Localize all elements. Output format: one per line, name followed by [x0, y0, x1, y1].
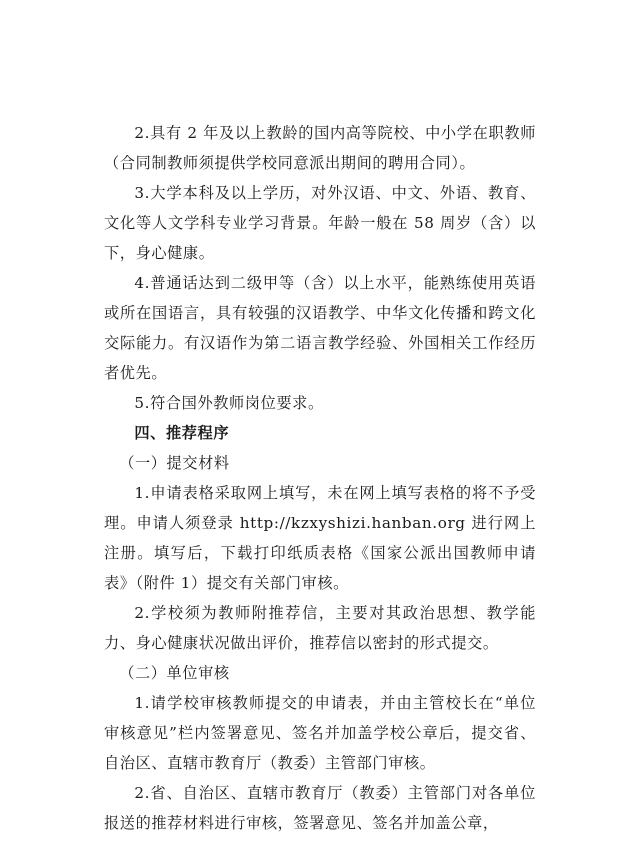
submit-step-2: 2.学校须为教师附推荐信，主要对其政治思想、教学能力、身心健康状况做出评价，推荐信以密封的形式提交。: [104, 604, 536, 652]
requirement-2: 2.具有 2 年及以上教龄的国内高等院校、中小学在职教师（合同制教师须提供学校同意派出期间的聘用合同）。: [104, 124, 536, 172]
submit-step-1: 1.申请表格采取网上填写，未在网上填写表格的将不予受理。申请人须登录 http://kzxyshizi.hanban.org 进行网上注册。填写后，下载打印纸质表格《国家公派出国教师申请表》（附件 1）提交有关部门审核。: [104, 484, 536, 592]
requirement-3: 3.大学本科及以上学历，对外汉语、中文、外语、教育、文化等人文学科专业学习背景。年龄一般在 58 周岁（含）以下，身心健康。: [104, 184, 536, 262]
review-step-1: 1.请学校审核教师提交的申请表，并由主管校长在“单位审核意见”栏内签署意见、签名并加盖学校公章后，提交省、自治区、直辖市教育厅（教委）主管部门审核。: [104, 694, 536, 772]
section-heading-procedure: 四、推荐程序: [134, 424, 230, 442]
subheading-submit-materials: （一）提交材料: [119, 454, 230, 472]
document-body: [104, 118, 536, 838]
review-step-2: 2.省、自治区、直辖市教育厅（教委）主管部门对各单位报送的推荐材料进行审核，签署意见、签名并加盖公章，: [104, 784, 536, 832]
subheading-unit-review: （二）单位审核: [119, 664, 230, 682]
requirement-4: 4.普通话达到二级甲等（含）以上水平，能熟练使用英语或所在国语言，具有较强的汉语教学、中华文化传播和跨文化交际能力。有汉语作为第二语言教学经验、外国相关工作经历者优先。: [104, 274, 536, 382]
requirement-5: 5.符合国外教师岗位要求。: [134, 394, 324, 412]
